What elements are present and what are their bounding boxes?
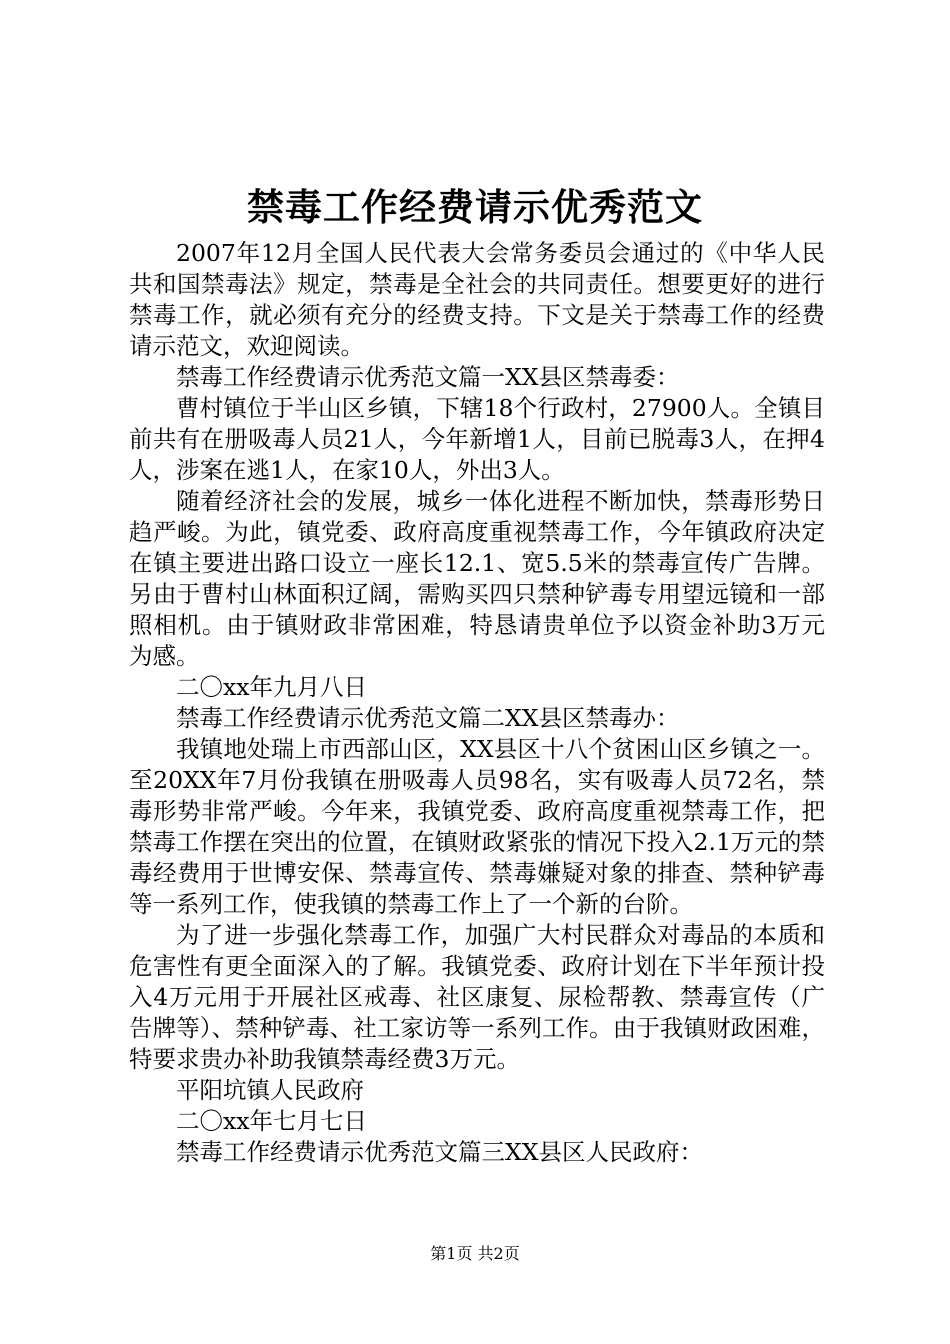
paragraph: 2007年12月全国人民代表大会常务委员会通过的《中华人民共和国禁毒法》规定，禁毒是全社会的共同责任。想要更好的进行禁毒工作，就必须有充分的经费支持。下文是关于禁毒工作的经费请示范文，欢迎阅读。 [129, 239, 825, 360]
paragraph: 曹村镇位于半山区乡镇，下辖18个行政村，27900人。全镇目前共有在册吸毒人员21人，今年新增1人，目前已脱毒3人，在押4人，涉案在逃1人，在家10人，外出3人。 [129, 394, 825, 484]
paragraph: 禁毒工作经费请示优秀范文篇二XX县区禁毒办： [176, 704, 680, 732]
paragraph: 禁毒工作经费请示优秀范文篇三XX县区人民政府： [176, 1138, 703, 1166]
page-number: 第1页 共2页 [430, 1244, 520, 1263]
document-title: 禁毒工作经费请示优秀范文 [247, 186, 703, 229]
document-body [129, 238, 825, 1168]
paragraph: 二〇xx年九月八日 [176, 673, 368, 701]
paragraph: 随着经济社会的发展，城乡一体化进程不断加快，禁毒形势日趋严峻。为此，镇党委、政府高度重视禁毒工作，今年镇政府决定在镇主要进出路口设立一座长12.1、宽5.5米的禁毒宣传广告牌。另由于曹村山林面积辽阔，需购买四只禁种铲毒专用望远镜和一部照相机。由于镇财政非常困难，特恳请贵单位予以资金补助3万元为感。 [129, 487, 825, 670]
paragraph: 禁毒工作经费请示优秀范文篇一XX县区禁毒委： [176, 363, 680, 391]
paragraph: 二〇xx年七月七日 [176, 1107, 368, 1135]
paragraph: 为了进一步强化禁毒工作，加强广大村民群众对毒品的本质和危害性有更全面深入的了解。我镇党委、政府计划在下半年预计投入4万元用于开展社区戒毒、社区康复、尿检帮教、禁毒宣传（广告牌等）、禁种铲毒、社工家访等一系列工作。由于我镇财政困难，特要求贵办补助我镇禁毒经费3万元。 [129, 921, 825, 1073]
paragraph: 平阳坑镇人民政府 [176, 1076, 364, 1104]
paragraph: 我镇地处瑞上市西部山区，XX县区十八个贫困山区乡镇之一。至20XX年7月份我镇在册吸毒人员98名，实有吸毒人员72名，禁毒形势非常严峻。今年来，我镇党委、政府高度重视禁毒工作，把禁毒工作摆在突出的位置，在镇财政紧张的情况下投入2.1万元的禁毒经费用于世博安保、禁毒宣传、禁毒嫌疑对象的排查、禁种铲毒等一系列工作，使我镇的禁毒工作上了一个新的台阶。 [129, 735, 825, 918]
